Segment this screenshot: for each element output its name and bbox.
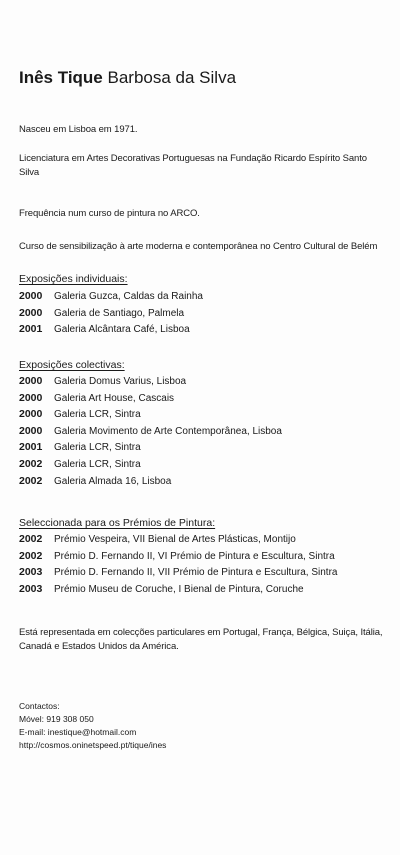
prizes-list [19, 533, 337, 599]
list-item [19, 533, 337, 550]
prize-name: Prémio D. Fernando II, VI Prémio de Pintura e Escultura, Sintra [54, 550, 335, 562]
exhibition-venue: Galeria LCR, Sintra [54, 409, 141, 421]
prize-year: 2003 [19, 566, 43, 579]
exhibition-venue: Galeria Guzca, Caldas da Rainha [54, 291, 203, 302]
list-item [19, 475, 282, 492]
birth-info: Nasceu em Lisboa em 1971. [19, 124, 138, 135]
prize-name: Prémio D. Fernando II, VII Prémio de Pintura e Escultura, Sintra [54, 567, 338, 579]
prize-year: 2002 [19, 549, 43, 562]
individual-exhibitions-heading: Exposições individuais: [19, 273, 128, 285]
list-item [19, 583, 337, 600]
mobile-number: Móvel: 919 308 050 [19, 714, 94, 724]
exhibition-year: 2000 [19, 306, 43, 319]
exhibition-year: 2000 [19, 424, 43, 437]
page-title [19, 68, 236, 88]
list-item [19, 375, 282, 392]
prize-year: 2002 [19, 533, 43, 545]
list-item [19, 458, 282, 475]
exhibition-year: 2000 [19, 375, 43, 387]
exhibition-year: 2001 [19, 323, 43, 336]
list-item [19, 392, 282, 409]
contacts-label: Contactos: [19, 701, 60, 711]
exhibition-year: 2000 [19, 391, 43, 404]
prizes-heading: Seleccionada para os Prémios de Pintura: [19, 517, 216, 529]
list-item [19, 307, 203, 324]
list-item [19, 441, 282, 458]
list-item [19, 550, 337, 567]
painting-course: Frequência num curso de pintura no ARCO. [19, 208, 200, 219]
art-awareness-course: Curso de sensibilização à arte moderna e contemporânea no Centro Cultural de Belém [19, 241, 378, 252]
exhibition-venue: Galeria Alcântara Café, Lisboa [54, 324, 190, 336]
exhibition-venue: Galeria Almada 16, Lisboa [54, 475, 172, 487]
artist-surname: Barbosa da Silva [107, 68, 237, 87]
education-info: Licenciatura em Artes Decorativas Portuguesas na Fundação Ricardo Espírito Santo Silva [19, 153, 367, 178]
exhibition-year: 2000 [19, 408, 43, 421]
list-item [19, 425, 282, 442]
exhibition-venue: Galeria LCR, Sintra [54, 442, 141, 454]
prize-name: Prémio Museu de Coruche, I Bienal de Pintura, Coruche [54, 583, 304, 595]
list-item [19, 323, 203, 340]
contacts-block [19, 700, 166, 752]
collective-exhibitions-list [19, 375, 282, 491]
collective-exhibitions-heading: Exposições colectivas: [19, 359, 125, 371]
exhibition-venue: Galeria Movimento de Arte Contemporânea, Lisboa [54, 425, 282, 437]
exhibition-year: 2002 [19, 457, 43, 470]
email-address: E-mail: inestique@hotmail.com [19, 727, 137, 737]
prize-year: 2003 [19, 582, 43, 595]
website-url: http://cosmos.oninetspeed.pt/tique/ines [19, 740, 167, 750]
artist-first-name: Inês Tique [19, 68, 103, 87]
exhibition-year: 2000 [19, 290, 43, 302]
list-item [19, 408, 282, 425]
individual-exhibitions-list [19, 290, 203, 340]
exhibition-year: 2001 [19, 441, 43, 454]
exhibition-venue: Galeria Art House, Cascais [54, 392, 175, 404]
exhibition-venue: Galeria Domus Varius, Lisboa [54, 376, 187, 387]
prize-name: Prémio Vespeira, VII Bienal de Artes Plásticas, Montijo [54, 534, 296, 545]
exhibition-venue: Galeria de Santiago, Palmela [54, 307, 185, 319]
list-item [19, 290, 203, 307]
collections-statement: Está representada em colecções particulares em Portugal, França, Bélgica, Suiça, Itália, Canadá e Estados Unidos da América. [19, 627, 383, 652]
exhibition-venue: Galeria LCR, Sintra [54, 458, 141, 470]
exhibition-year: 2002 [19, 474, 43, 487]
list-item [19, 566, 337, 583]
